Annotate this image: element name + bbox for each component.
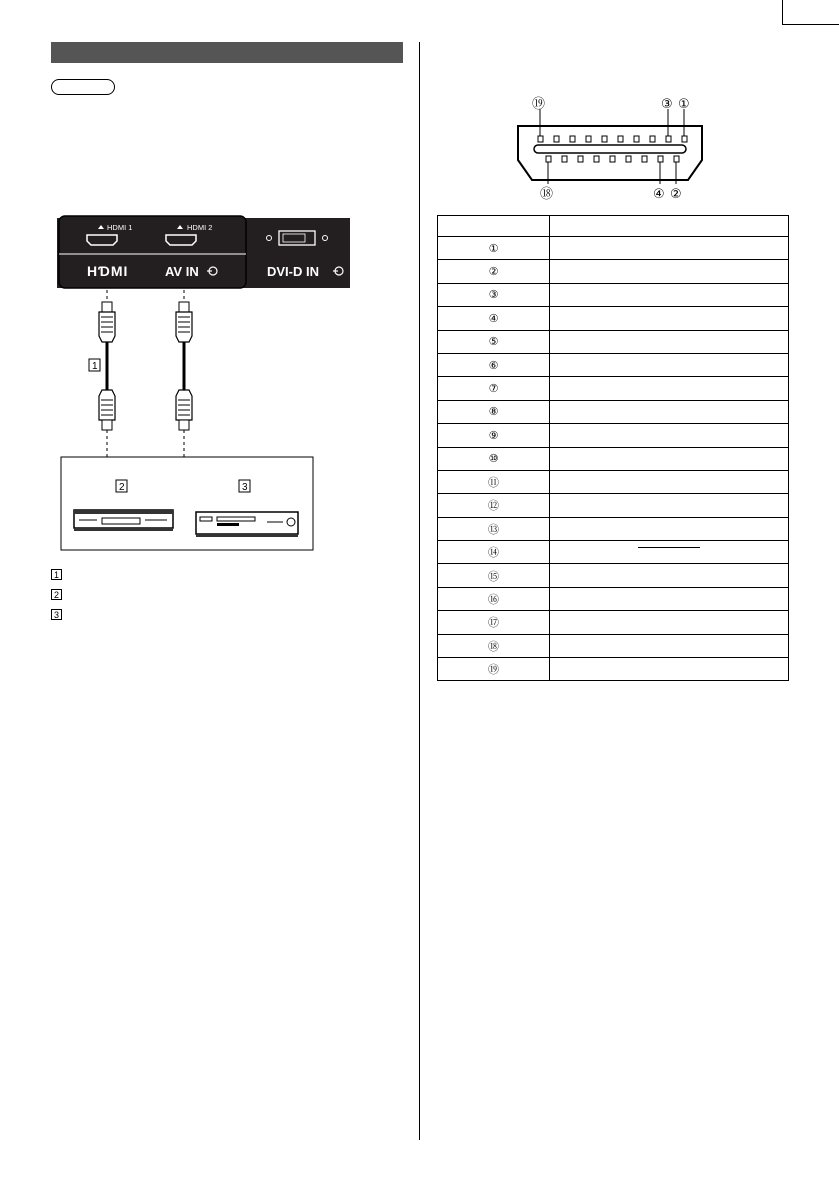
table-row	[438, 611, 789, 634]
table-row	[438, 400, 789, 423]
pin-signal-cell	[550, 494, 789, 517]
table-row	[438, 353, 789, 376]
table-row	[438, 587, 789, 610]
pin-callout-18: ⑱	[540, 187, 554, 202]
pin-signal-cell	[550, 564, 789, 587]
hdmi-connection-diagram	[57, 214, 350, 554]
table-row	[438, 237, 789, 260]
crop-mark-top	[782, 24, 839, 25]
pin-number-cell: ⑲	[438, 658, 550, 681]
pin-number-cell: ⑭	[438, 541, 550, 564]
pin-number-cell: ⑰	[438, 611, 550, 634]
table-row	[438, 564, 789, 587]
dvd-player-icon	[196, 512, 298, 537]
table-row	[438, 283, 789, 306]
table-row	[438, 330, 789, 353]
pin-signal-cell	[550, 237, 789, 260]
pin-number-cell: ⑯	[438, 587, 550, 610]
pin-signal-cell	[550, 517, 789, 540]
pin-number-cell: ④	[438, 307, 550, 330]
pin-signal-cell	[550, 611, 789, 634]
pin-callout-19: ⑲	[532, 97, 546, 112]
pin-signal-cell	[550, 587, 789, 610]
pin-number-cell: ⑨	[438, 424, 550, 447]
crop-mark-side	[782, 0, 783, 24]
connector-tongue	[534, 145, 686, 153]
table-row	[438, 470, 789, 493]
hdmi2-port-label: HDMI 2	[187, 223, 213, 232]
pin-number-cell: ⑬	[438, 517, 550, 540]
pin-signal-cell	[550, 400, 789, 423]
pin-number-cell: ⑪	[438, 470, 550, 493]
hdmi-cable-2	[176, 290, 192, 460]
pin-signal-cell	[550, 470, 789, 493]
legend-marker-3: 3	[51, 609, 62, 620]
table-row	[438, 541, 789, 564]
table-row	[438, 658, 789, 681]
header-cell-pin	[438, 216, 550, 237]
table-row	[438, 424, 789, 447]
pin-number-cell: ②	[438, 260, 550, 283]
pin-signal-cell	[550, 541, 789, 564]
pin-number-cell: ⑫	[438, 494, 550, 517]
hdmi-cable-1	[99, 290, 115, 460]
hdmi-logo: HƊMI	[87, 263, 129, 279]
pin-signal-cell	[550, 658, 789, 681]
bottom-pins	[546, 156, 679, 162]
pin-signal-cell	[550, 377, 789, 400]
hdmi1-port-label: HDMI 1	[107, 223, 133, 232]
table-row	[438, 447, 789, 470]
pin-number-cell: ⑥	[438, 353, 550, 376]
table-header-row	[438, 216, 789, 237]
table-row	[438, 260, 789, 283]
pin-number-cell: ①	[438, 237, 550, 260]
pin-number-cell: ⑦	[438, 377, 550, 400]
pin-callout-3: ③	[661, 97, 673, 112]
table-row	[438, 634, 789, 657]
vcr-device-icon	[74, 510, 173, 531]
pin-number-cell: ③	[438, 283, 550, 306]
pin-number-cell: ⑤	[438, 330, 550, 353]
pin-signal-cell	[550, 307, 789, 330]
marker-label-2: 2	[119, 482, 125, 493]
pin-signal-cell	[550, 353, 789, 376]
pin-number-cell: ⑮	[438, 564, 550, 587]
pin-signal-cell	[550, 447, 789, 470]
overline-mark	[638, 547, 700, 558]
pin-signal-cell	[550, 634, 789, 657]
pin-callout-1: ①	[678, 97, 690, 112]
legend-marker-2: 2	[51, 589, 62, 600]
pin-callout-2: ②	[670, 187, 682, 202]
pin-signal-cell	[550, 330, 789, 353]
pin-number-cell: ⑱	[438, 634, 550, 657]
table-row	[438, 307, 789, 330]
table-row	[438, 494, 789, 517]
section-heading-bar	[51, 42, 403, 63]
pin-number-cell: ⑧	[438, 400, 550, 423]
column-divider	[419, 42, 420, 1140]
pin-signal-cell	[550, 283, 789, 306]
pin-callout-4: ④	[653, 187, 665, 202]
note-label	[51, 79, 115, 95]
pin-number-cell: ⑩	[438, 447, 550, 470]
pin-assignment-table	[437, 215, 789, 681]
dvi-in-label: DVI-D IN	[267, 264, 319, 279]
legend-marker-1: 1	[51, 569, 62, 580]
av-in-label: AV IN	[165, 264, 199, 279]
table-row	[438, 517, 789, 540]
marker-label-3: 3	[242, 482, 248, 493]
marker-label-1: 1	[92, 361, 98, 372]
pin-signal-cell	[550, 260, 789, 283]
pin-signal-cell	[550, 424, 789, 447]
header-cell-signal	[550, 216, 789, 237]
table-row	[438, 377, 789, 400]
hdmi-connector-pin-diagram	[510, 92, 720, 202]
